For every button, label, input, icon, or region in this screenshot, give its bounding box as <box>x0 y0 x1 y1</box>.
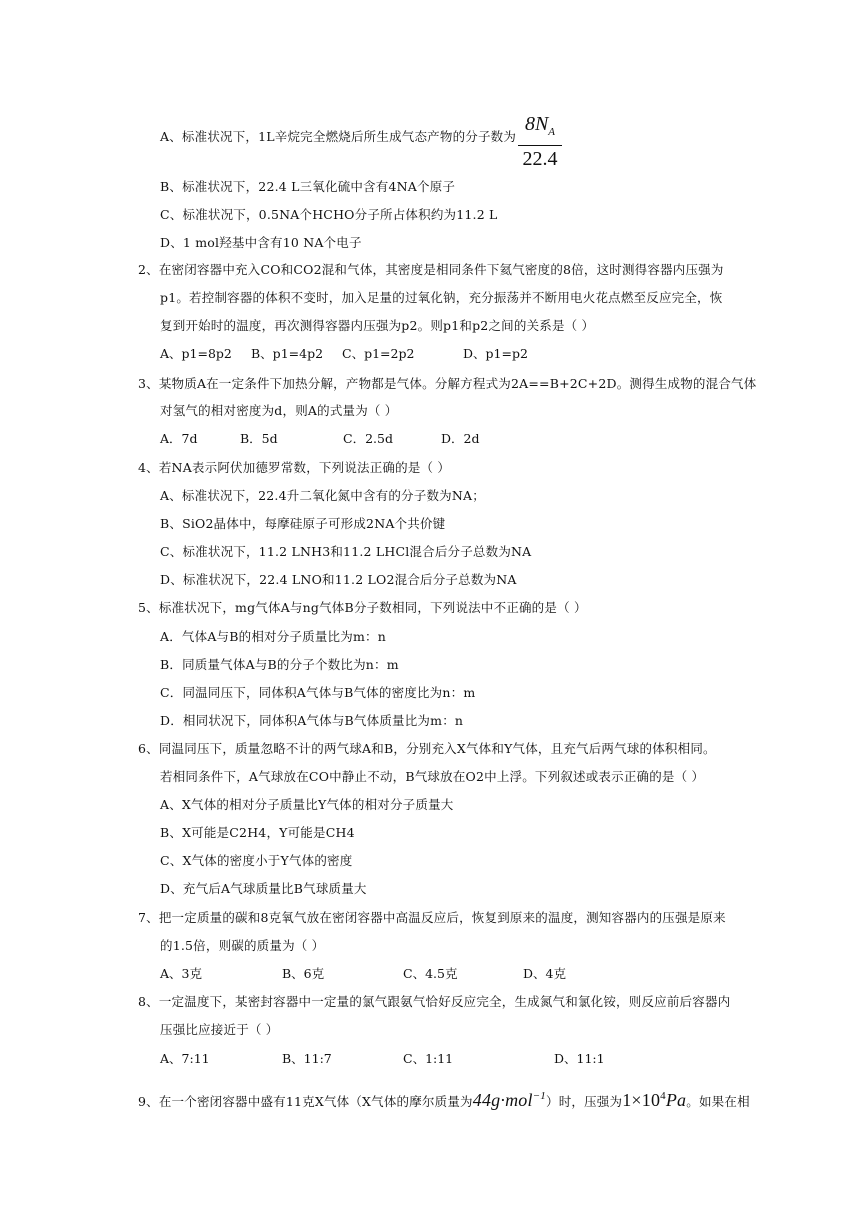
q8-option-d: D、11:1 <box>554 1051 605 1066</box>
q9-stem <box>138 1088 750 1110</box>
q3-option-d: D．2d <box>441 431 480 446</box>
q7-stem-line1: 7、把一定质量的碳和8克氧气放在密闭容器中高温反应后，恢复到原来的温度，测知容器内的压强是原来 <box>138 910 726 925</box>
q1-option-a: A、标准状况下，1L辛烷完全燃烧后所生成气态产物的分子数为 <box>160 129 517 144</box>
q6-stem-line2: 若相同条件下，A气球放在CO中静止不动，B气球放在O2中上浮。下列叙述或表示正确的是（ ） <box>160 769 705 784</box>
q3-option-c: C．2.5d <box>343 431 393 446</box>
q1-fraction-denominator: 22.4 <box>522 148 558 170</box>
q9-text-1: 9、在一个密闭容器中盛有11克X气体（X气体的摩尔质量为 <box>138 1094 473 1109</box>
q9-text-2: ）时，压强为 <box>546 1094 623 1109</box>
q7-option-a: A、3克 <box>160 966 202 981</box>
q7-option-d: D、4克 <box>523 966 566 981</box>
q7-option-c: C、4.5克 <box>403 966 458 981</box>
q7-option-b: B、6克 <box>282 966 325 981</box>
q5-option-d: D．相同状况下，同体积A气体与B气体质量比为m：n <box>160 713 464 728</box>
q4-option-d: D、标准状况下，22.4 LNO和11.2 LO2混合后分子总数为NA <box>160 572 517 587</box>
q3-stem-line1: 3、某物质A在一定条件下加热分解，产物都是气体。分解方程式为2A==B+2C+2D。测得生成物的混合气体 <box>138 376 757 391</box>
q4-option-c: C、标准状况下，11.2 LNH3和11.2 LHCl混合后分子总数为NA <box>160 544 532 559</box>
q1-fraction-numerator: $8N_A$ <box>524 113 556 138</box>
q5-option-c: C．同温同压下，同体积A气体与B气体的密度比为n：m <box>160 685 476 700</box>
q6-option-d: D、充气后A气球质量比B气球质量大 <box>160 881 367 896</box>
q2-option-d: D、p1=p2 <box>463 346 528 361</box>
q1-fraction <box>516 113 564 170</box>
q9-text-3: 。如果在相 <box>686 1094 750 1109</box>
q6-option-c: C、X气体的密度小于Y气体的密度 <box>160 853 353 868</box>
q6-option-b: B、X可能是C2H4，Y可能是CH4 <box>160 825 355 840</box>
q4-option-b: B、SiO2晶体中，每摩硅原子可形成2NA个共价键 <box>160 516 446 531</box>
q7-stem-line2: 的1.5倍，则碳的质量为（ ） <box>160 938 325 953</box>
q2-stem-line3: 复到开始时的温度，再次测得容器内压强为p2。则p1和p2之间的关系是（ ） <box>160 318 595 333</box>
q1-option-b: B、标准状况下，22.4 L三氧化硫中含有4NA个原子 <box>160 179 456 194</box>
q2-option-a: A、p1=8p2 <box>160 346 232 361</box>
q2-option-c: C、p1=2p2 <box>342 346 415 361</box>
q5-stem: 5、标准状况下，mg气体A与ng气体B分子数相同，下列说法中不正确的是（ ） <box>138 600 587 615</box>
q1-option-c: C、标准状况下，0.5NA个HCHO分子所占体积约为11.2 L <box>160 207 498 222</box>
q2-stem-line1: 2、在密闭容器中充入CO和CO2混和气体，其密度是相同条件下氦气密度的8倍，这时测得容器内压强为 <box>138 262 724 277</box>
q3-option-b: B．5d <box>240 431 278 446</box>
q8-stem-line2: 压强比应接近于（ ） <box>160 1022 279 1037</box>
q5-option-b: B．同质量气体A与B的分子个数比为n：m <box>160 657 399 672</box>
q3-option-a: A．7d <box>160 431 198 446</box>
q6-option-a: A、X气体的相对分子质量比Y气体的相对分子质量大 <box>160 797 454 812</box>
q3-stem-line2: 对氢气的相对密度为d，则A的式量为（ ） <box>160 403 398 418</box>
q4-option-a: A、标准状况下，22.4升二氧化氮中含有的分子数为NA； <box>160 488 485 503</box>
q9-pressure: $1\times 10^4Pa$ <box>622 1090 687 1110</box>
q2-stem-line2: p1。若控制容器的体积不变时，加入足量的过氧化钠，充分振荡并不断用电火花点燃至反应完全，恢 <box>160 290 723 305</box>
q1-option-d: D、1 mol羟基中含有10 NA个电子 <box>160 235 362 250</box>
q4-stem: 4、若NA表示阿伏加德罗常数，下列说法正确的是（ ） <box>138 460 451 475</box>
q8-option-a: A、7:11 <box>160 1051 210 1066</box>
q8-option-b: B、11:7 <box>282 1051 332 1066</box>
q9-molar-mass: 44g·mol$^{-1}$ <box>472 1090 546 1110</box>
q8-option-c: C、1:11 <box>403 1051 454 1066</box>
q2-option-b: B、p1=4p2 <box>251 346 324 361</box>
q5-option-a: A．气体A与B的相对分子质量比为m：n <box>160 629 386 644</box>
q6-stem-line1: 6、同温同压下，质量忽略不计的两气球A和B，分别充入X气体和Y气体，且充气后两气球的体积相同。 <box>138 741 716 756</box>
q8-stem-line1: 8、一定温度下，某密封容器中一定量的氯气跟氨气恰好反应完全，生成氮气和氯化铵，则反应前后容器内 <box>138 994 731 1009</box>
